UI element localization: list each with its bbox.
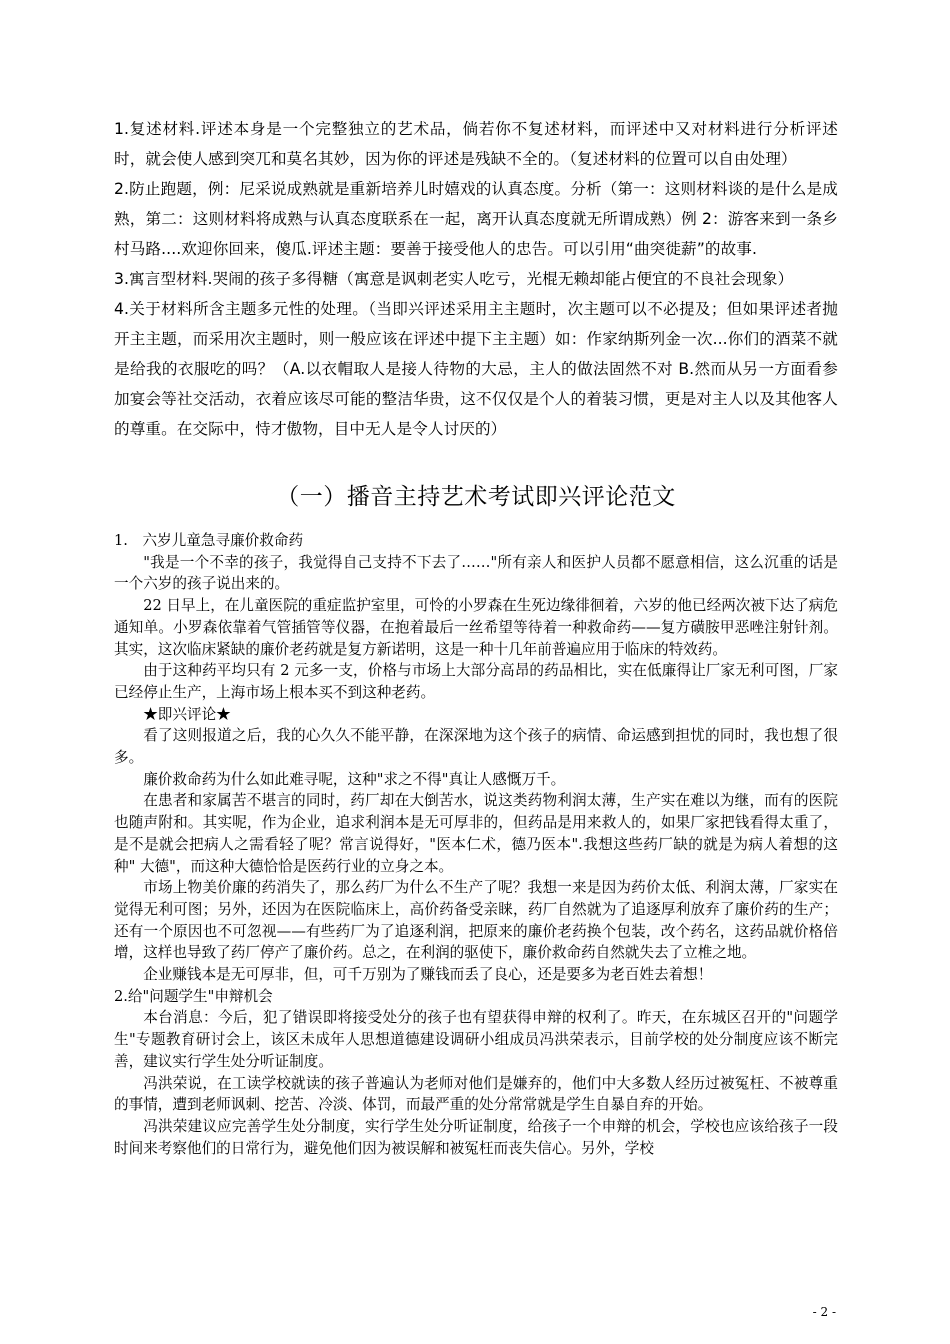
comment-paragraph: 企业赚钱本是无可厚非，但，可千万别为了赚钱而丢了良心，还是要多为老百姓去着想！ — [143, 966, 713, 984]
article-2-paragraph: 冯洪荣建议应完善学生处分制度，实行学生处分听证制度，给孩子一个申辩的机会，学校也应该给孩子一段时间来考察他们的日常行为，避免他们因为被误解和被冤枉而丧失信心。另外，学校 — [114, 1117, 838, 1157]
comment-paragraph: 在患者和家属苦不堪言的同时，药厂却在大倒苦水，说这类药物利润太薄，生产实在难以为继，而有的医院也随声附和。其实呢，作为企业，追求利润本是无可厚非的，但药品是用来救人的，如果厂家把钱看得太重了，是不是就会把病人之需看轻了呢？常言说得好，"医本仁术，德乃医本".我想这些药厂缺的就是为病人着想的这种" 大德"，而这种大德恰恰是医药行业的立身之本。 — [114, 792, 838, 875]
comment-label: ★即兴评论★ — [143, 705, 231, 723]
intro-point-2: 2.防止跑题，例：尼采说成熟就是重新培养儿时嬉戏的认真态度。分析（第一：这则材料谈的是什么是成熟，第二：这则材料将成熟与认真态度联系在一起，离开认真态度就无所谓成熟）例 2：游客来到一条乡村马路....欢迎你回来，傻瓜.评述主题：要善于接受他人的忠告。可以引用“曲突徙薪”的故事. — [114, 180, 838, 258]
intro-point-3: 3.寓言型材料.哭闹的孩子多得糖（寓意是讽刺老实人吃亏，光棍无赖却能占便宜的不良社会现象） — [114, 270, 794, 288]
page-number: - 2 - — [812, 1305, 836, 1319]
comment-paragraph: 看了这则报道之后，我的心久久不能平静，在深深地为这个孩子的病情、命运感到担忧的同时，我也想了很多。 — [114, 727, 838, 767]
article-1-title: 1. 六岁儿童急寻廉价救命药 — [114, 532, 304, 549]
article-1-paragraph: 由于这种药平均只有 2 元多一支，价格与市场上大部分高昂的药品相比，实在低廉得让厂家无利可图，厂家已经停止生产，上海市场上根本买不到这种老药。 — [114, 662, 838, 701]
article-2-paragraph: 冯洪荣说，在工读学校就读的孩子普遍认为老师对他们是嫌弃的，他们中大多数人经历过被冤枉、不被尊重的事情，遭到老师讽刺、挖苦、冷淡、体罚，而最严重的处分常常就是学生自暴自弃的开始。 — [114, 1074, 838, 1114]
comment-paragraph: 市场上物美价廉的药消失了，那么药厂为什么不生产了呢？我想一来是因为药价太低、利润太薄，厂家实在觉得无利可图；另外，还因为在医院临床上，高价药备受亲睐，药厂自然就为了追逐厚利放弃了廉价药的生产；还有一个原因也不可忽视——有些药厂为了追逐利润，把原来的廉价老药换个包装，改个药名，这药品就价格倍增，这样也导致了药厂停产了廉价药。总之，在利润的驱使下，廉价救命药自然就失去了立椎之地。 — [114, 879, 838, 962]
intro-point-4: 4.关于材料所含主题多元性的处理。（当即兴评述采用主主题时，次主题可以不必提及；但如果评述者抛开主主题，而采用次主题时，则一般应该在评述中提下主主题）如：作家纳斯列金一次...你们的酒菜不就是给我的衣服吃的吗？（A.以衣帽取人是接人待物的大忌，主人的做法固然不对 B.然而从另一方面看参加宴会等社交活动，衣着应该尽可能的整洁华贵，这不仅仅是个人的着装习惯，更是对主人以及其他客人的尊重。在交际中，恃才傲物，目中无人是令人讨厌的） — [114, 300, 838, 438]
intro-section — [114, 114, 838, 444]
section-heading: （一）播音主持艺术考试即兴评论范文 — [276, 484, 676, 510]
article-2-title: 2.给"问题学生"申辩机会 — [114, 987, 273, 1005]
intro-point-1: 1.复述材料.评述本身是一个完整独立的艺术品，倘若你不复述材料，而评述中又对材料进行分析评述时，就会使人感到突兀和莫名其妙，因为你的评述是残缺不全的。（复述材料的位置可以自由处理） — [114, 120, 838, 168]
article-body — [114, 530, 838, 1159]
article-1-paragraph: 22 日早上，在儿童医院的重症监护室里，可怜的小罗森在生死边缘徘徊着，六岁的他已经两次被下达了病危通知单。小罗森依靠着气管插管等仪器，在抱着最后一丝希望等待着一种救命药——复方磺胺甲恶唑注射针剂。其实，这次临床紧缺的廉价老药就是复方新诺明，这是一种十几年前普遍应用于临床的特效药。 — [114, 597, 838, 658]
article-1-paragraph: "我是一个不幸的孩子，我觉得自己支持不下去了……"所有亲人和医护人员都不愿意相信，这么沉重的话是一个六岁的孩子说出来的。 — [114, 553, 838, 593]
comment-paragraph: 廉价救命药为什么如此难寻呢，这种"求之不得"真让人感慨万千。 — [143, 770, 566, 788]
article-2-paragraph: 本台消息：今后，犯了错误即将接受处分的孩子也有望获得申辩的权利了。昨天，在东城区召开的"问题学生"专题教育研讨会上，该区未成年人思想道德建设调研小组成员冯洪荣表示，目前学校的处分制度应该不断完善，建议实行学生处分听证制度。 — [114, 1009, 838, 1070]
